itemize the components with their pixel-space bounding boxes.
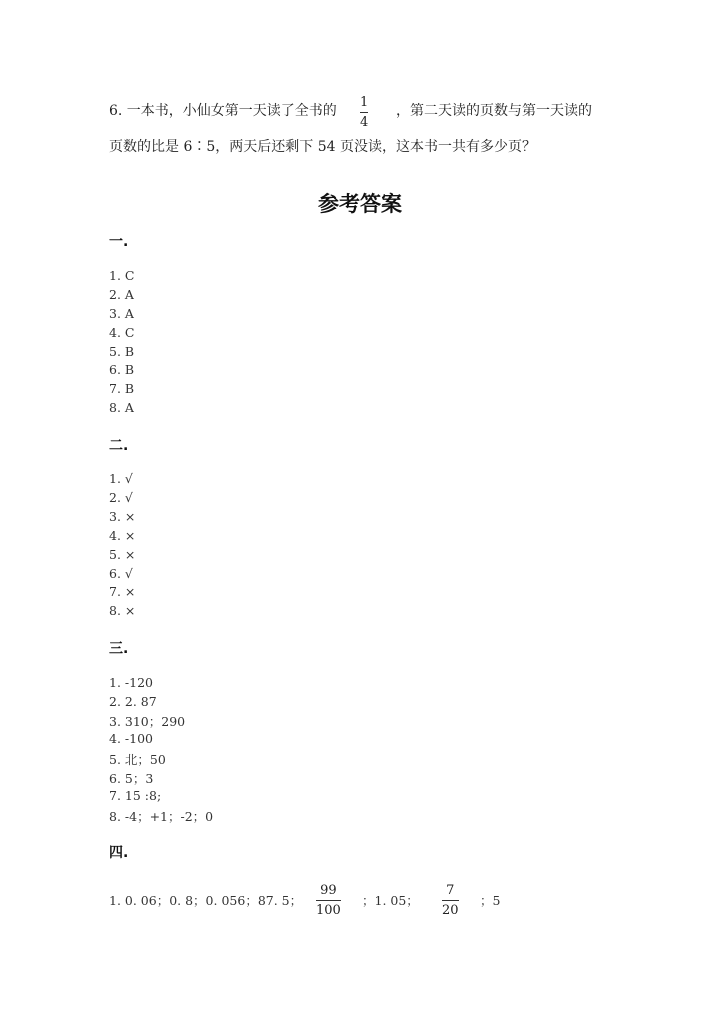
answer-item: 5. 北；50	[109, 752, 166, 767]
answer-item: 3. ×	[109, 509, 136, 524]
answer-item: 4. ×	[109, 528, 136, 543]
answer-item: 2. A	[109, 287, 134, 302]
fraction-numerator: 1	[360, 95, 369, 110]
fraction-denominator: 4	[360, 115, 369, 130]
fraction-bar	[442, 900, 459, 901]
answer-item: 2. 2. 87	[109, 694, 157, 709]
section-heading: 三.	[109, 641, 129, 657]
fraction-bar	[316, 900, 341, 901]
answer-item: 4. C	[109, 325, 135, 340]
answer-item: 2. √	[109, 490, 133, 505]
answer-item: 1. √	[109, 471, 133, 486]
answer-item: 4. -100	[109, 731, 153, 746]
section-heading: 四.	[109, 845, 129, 861]
fraction-numerator: 99	[320, 883, 337, 898]
answer-line-part3: ；5	[480, 893, 501, 908]
answer-item: 3. A	[109, 306, 134, 321]
answer-item: 8. ×	[109, 603, 136, 618]
answer-item: 7. 15 :8;	[109, 788, 162, 803]
answer-item: 3. 310；290	[109, 714, 186, 729]
answer-fraction-7-20	[442, 883, 459, 918]
answer-item: 6. √	[109, 566, 133, 581]
question-6-text-line1-before: 6. 一本书，小仙女第一天读了全书的	[109, 103, 337, 119]
answer-item: 5. ×	[109, 547, 136, 562]
answer-item: 5. B	[109, 344, 135, 359]
answer-fraction-99-100	[316, 883, 341, 918]
answer-item: 6. B	[109, 362, 135, 377]
answer-item: 8. A	[109, 400, 134, 415]
question-6-text-line2: 页数的比是 6∶5，两天后还剩下 54 页没读，这本书一共有多少页？	[109, 139, 536, 155]
fraction-bar	[360, 112, 368, 113]
question-6-fraction	[360, 95, 368, 130]
answer-item: 7. ×	[109, 584, 136, 599]
fraction-denominator: 20	[442, 903, 459, 918]
answer-line-part1: 1. 0. 06；0. 8；0. 056；87. 5；	[109, 893, 303, 908]
answer-item: 1. C	[109, 268, 135, 283]
section-heading: 一.	[109, 234, 129, 250]
fraction-numerator: 7	[446, 883, 455, 898]
answer-item: 1. -120	[109, 675, 153, 690]
answer-line-part2: ；1. 05；	[362, 893, 419, 908]
answer-item: 7. B	[109, 381, 135, 396]
section-heading: 二.	[109, 438, 129, 454]
answer-item: 6. 5；3	[109, 771, 154, 786]
question-6-text-line1-after: ，第二天读的页数与第一天读的	[396, 103, 592, 119]
answer-title: 参考答案	[318, 192, 402, 216]
answer-item: 8. -4；+1；-2；0	[109, 809, 214, 824]
fraction-denominator: 100	[316, 903, 341, 918]
